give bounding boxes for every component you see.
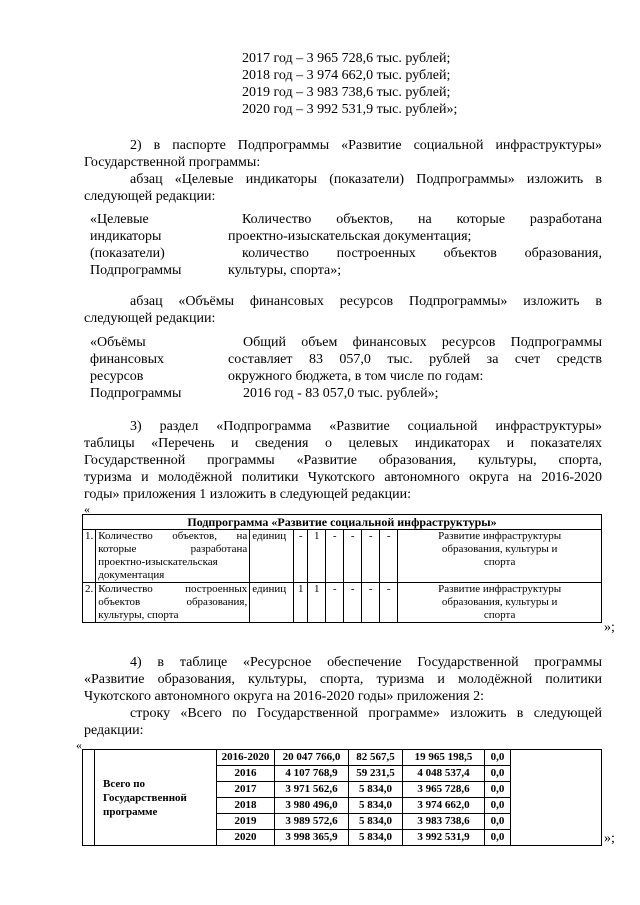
total-cell: 3 998 365,9 — [275, 830, 349, 846]
paragraph-line: Государственной программы «Развитие образования, культуры, спорта, — [84, 453, 602, 468]
block-label: «Объёмы — [90, 335, 146, 350]
block-text: Общий объем финансовых ресурсов Подпрограммы — [243, 335, 602, 350]
row-value: 1 — [294, 583, 308, 623]
row-value: - — [294, 530, 308, 583]
block-label: (показатели) — [90, 246, 165, 261]
paragraph-line: 2) в паспорте Подпрограммы «Развитие социальной инфраструктуры» — [130, 138, 602, 153]
federal-cell: 59 231,5 — [349, 766, 403, 782]
block-text: проектно-изыскательская документация; — [228, 229, 472, 244]
other-cell: 0,0 — [485, 750, 511, 766]
regional-cell: 3 965 728,6 — [403, 782, 485, 798]
regional-cell: 3 992 531,9 — [403, 830, 485, 846]
period-cell: 2016-2020 — [217, 750, 275, 766]
other-cell: 0,0 — [485, 830, 511, 846]
row-value: - — [380, 583, 398, 623]
block-text: окружного бюджета, в том числе по годам: — [228, 369, 484, 384]
block-text: количество построенных объектов образования, — [242, 246, 602, 261]
years-line: 2018 год – 3 974 662,0 тыс. рублей; — [242, 68, 451, 83]
paragraph-line: абзац «Объёмы финансовых ресурсов Подпрограммы» изложить в — [130, 294, 602, 309]
row-unit: единиц — [250, 583, 294, 623]
total-cell: 20 047 766,0 — [275, 750, 349, 766]
row-number: 2. — [83, 583, 96, 623]
block-text: составляет 83 057,0 тыс. рублей за счет средств — [228, 352, 602, 367]
paragraph-line: 3) раздел «Подпрограмма «Развитие социальной инфраструктуры» — [130, 419, 602, 434]
row-value: 1 — [308, 530, 326, 583]
table-header: Подпрограмма «Развитие социальной инфраструктуры» — [83, 515, 602, 530]
table-row — [83, 530, 602, 583]
paragraph-line: «Развитие образования, культуры, спорта, туризма и молодёжной политики — [84, 672, 602, 687]
years-line: 2019 год – 3 983 738,6 тыс. рублей; — [242, 85, 451, 100]
federal-cell: 5 834,0 — [349, 830, 403, 846]
row-value: - — [362, 583, 380, 623]
row-unit: единиц — [250, 530, 294, 583]
open-quote: « — [76, 738, 82, 752]
regional-cell: 19 965 198,5 — [403, 750, 485, 766]
federal-cell: 82 567,5 — [349, 750, 403, 766]
row-responsible: Развитие инфраструктуры образования, культуры и спорта — [398, 583, 602, 623]
period-cell: 2018 — [217, 798, 275, 814]
row-value: - — [326, 530, 344, 583]
paragraph-line: Чукотского автономного округа на 2016-2020 годы» приложения 2: — [84, 689, 484, 704]
row-responsible: Развитие инфраструктуры образования, культуры и спорта — [398, 530, 602, 583]
block-text: Количество объектов, на которые разработана — [242, 212, 602, 227]
row-value: 1 — [308, 583, 326, 623]
period-cell: 2017 — [217, 782, 275, 798]
block-label: Подпрограммы — [90, 263, 182, 278]
paragraph-line: туризма и молодёжной политики Чукотского автономного округа на 2016-2020 — [84, 470, 602, 485]
empty-cell — [511, 750, 602, 846]
total-cell: 4 107 768,9 — [275, 766, 349, 782]
years-line: 2017 год – 3 965 728,6 тыс. рублей; — [242, 51, 451, 66]
period-cell: 2020 — [217, 830, 275, 846]
federal-cell: 5 834,0 — [349, 782, 403, 798]
block-label: Подпрограммы — [90, 386, 182, 401]
block-label: ресурсов — [90, 369, 144, 384]
regional-cell: 3 974 662,0 — [403, 798, 485, 814]
resources-table — [82, 749, 602, 846]
other-cell: 0,0 — [485, 798, 511, 814]
total-cell: 3 989 572,6 — [275, 814, 349, 830]
federal-cell: 5 834,0 — [349, 814, 403, 830]
paragraph-line: строку «Всего по Государственной программе» изложить в следующей — [130, 706, 602, 721]
paragraph-line: следующей редакции: — [84, 311, 216, 326]
row-value: - — [344, 530, 362, 583]
row-number: 1. — [83, 530, 96, 583]
total-label: Всего по Государственной программе — [95, 750, 217, 846]
block-label: индикаторы — [90, 229, 162, 244]
paragraph-line: годы» приложения 1 изложить в следующей редакции: — [84, 487, 412, 502]
row-value: - — [344, 583, 362, 623]
empty-cell — [83, 750, 95, 846]
period-cell: 2016 — [217, 766, 275, 782]
block-label: «Целевые — [90, 212, 149, 227]
other-cell: 0,0 — [485, 782, 511, 798]
close-quote: »; — [604, 620, 615, 635]
block-text: 2016 год - 83 057,0 тыс. рублей»; — [243, 386, 439, 401]
other-cell: 0,0 — [485, 766, 511, 782]
row-value: - — [362, 530, 380, 583]
paragraph-line: Государственной программы: — [84, 155, 261, 170]
row-value: - — [326, 583, 344, 623]
row-value: - — [380, 530, 398, 583]
federal-cell: 5 834,0 — [349, 798, 403, 814]
paragraph-line: 4) в таблице «Ресурсное обеспечение Государственной программы — [130, 655, 602, 670]
regional-cell: 4 048 537,4 — [403, 766, 485, 782]
indicators-table — [82, 514, 602, 623]
block-label: финансовых — [90, 352, 164, 367]
table-row — [83, 750, 602, 766]
total-cell: 3 980 496,0 — [275, 798, 349, 814]
open-quote: « — [84, 502, 90, 516]
paragraph-line: абзац «Целевые индикаторы (показатели) Подпрограммы» изложить в — [130, 172, 602, 187]
table-row — [83, 583, 602, 623]
period-cell: 2019 — [217, 814, 275, 830]
row-name: Количество объектов, на которые разработана проектно-изыскательская документация — [96, 530, 250, 583]
paragraph-line: таблицы «Перечень и сведения о целевых индикаторах и показателях — [84, 436, 602, 451]
paragraph-line: следующей редакции: — [84, 189, 216, 204]
close-quote: »; — [604, 831, 615, 846]
paragraph-line: редакции: — [84, 723, 144, 738]
years-line: 2020 год – 3 992 531,9 тыс. рублей»; — [242, 102, 458, 117]
row-name: Количество построенных объектов образования, культуры, спорта — [96, 583, 250, 623]
regional-cell: 3 983 738,6 — [403, 814, 485, 830]
block-text: культуры, спорта»; — [228, 263, 342, 278]
other-cell: 0,0 — [485, 814, 511, 830]
total-cell: 3 971 562,6 — [275, 782, 349, 798]
